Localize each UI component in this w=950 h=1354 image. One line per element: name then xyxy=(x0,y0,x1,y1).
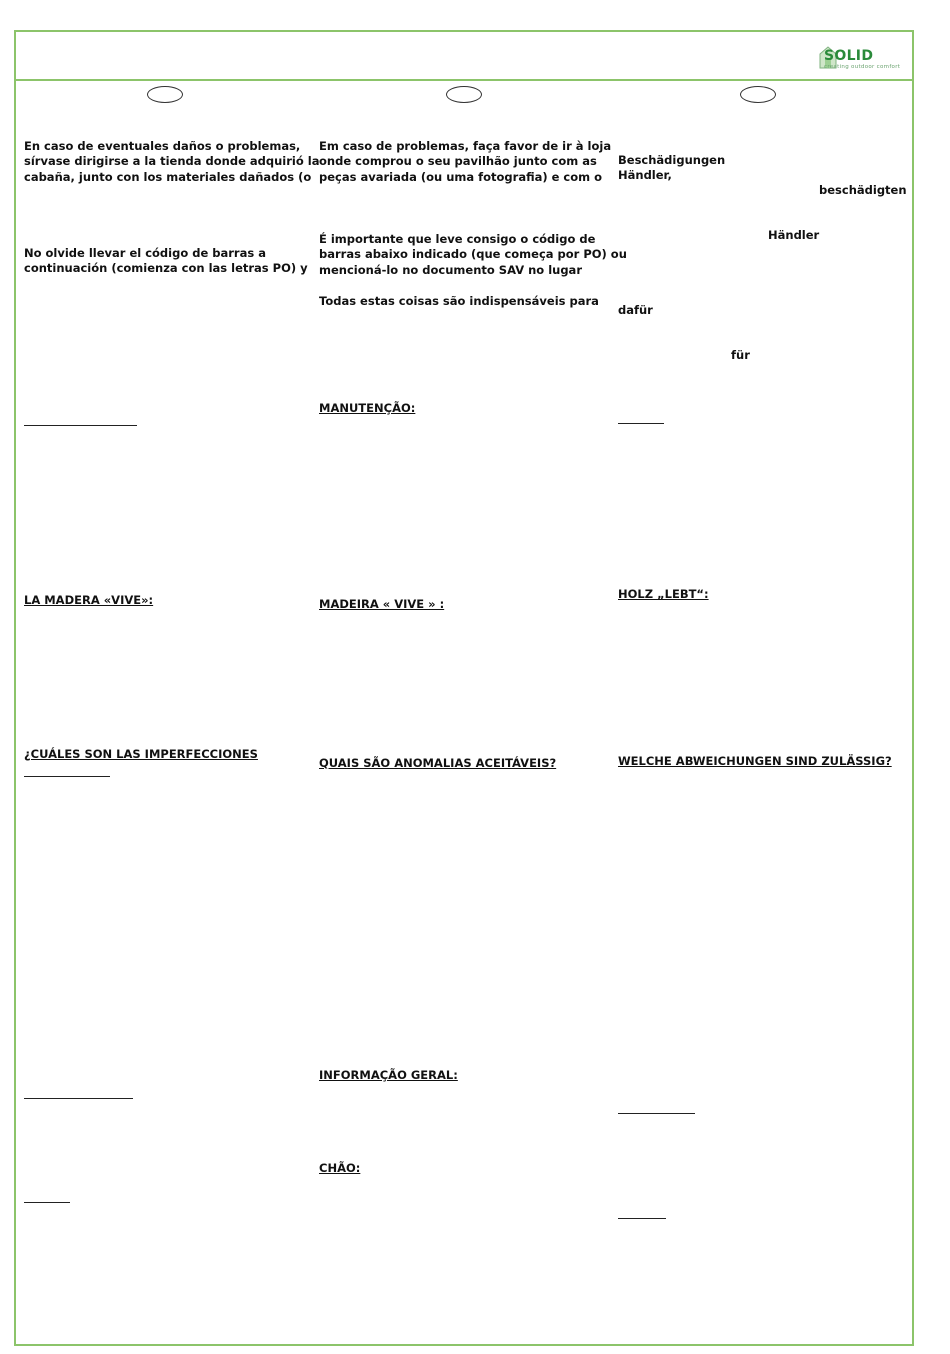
es-heading-imperfecciones: ¿CUÁLES SON LAS IMPERFECCIONES xyxy=(24,747,258,761)
brand-tagline: creating outdoor comfort xyxy=(824,64,901,70)
es-blank-line-3 xyxy=(24,1098,133,1099)
de-word-haendler-2: Händler xyxy=(768,228,820,242)
pt-p2-line3: mencioná-lo no documento SAV no lugar xyxy=(319,263,582,277)
pt-p1-line2: onde comprou o seu pavilhão junto com as xyxy=(319,154,597,168)
de-word-beschaedigten: beschädigten xyxy=(819,183,907,197)
de-blank-line-2 xyxy=(618,1113,695,1114)
de-heading-holz: HOLZ „LEBT“: xyxy=(618,587,709,601)
pt-heading-informacao: INFORMAÇÃO GERAL: xyxy=(319,1068,458,1082)
de-heading-abweichungen: WELCHE ABWEICHUNGEN SIND ZULÄSSIG? xyxy=(618,754,892,768)
es-p1-line1: En caso de eventuales daños o problemas, xyxy=(24,139,301,153)
oval-es xyxy=(147,86,183,103)
header-divider xyxy=(14,79,914,81)
de-word-dafuer: dafür xyxy=(618,303,653,317)
pt-p3-line1: Todas estas coisas são indispensáveis para xyxy=(319,294,599,308)
es-heading-madera: LA MADERA «VIVE»: xyxy=(24,593,154,607)
pt-heading-madeira: MADEIRA « VIVE » : xyxy=(319,597,445,611)
de-blank-line-3 xyxy=(618,1218,666,1219)
pt-p2-line2: barras abaixo indicado (que começa por PO) ou xyxy=(319,247,627,261)
es-blank-line-4 xyxy=(24,1202,70,1203)
es-blank-line-1 xyxy=(24,425,137,426)
de-word-fuer: für xyxy=(731,348,750,362)
pt-p1-line1: Em caso de problemas, faça favor de ir à loja xyxy=(319,139,612,153)
es-p1-line2: sírvase dirigirse a la tienda donde adquirió la xyxy=(24,154,320,168)
pt-p1-line3: peças avariada (ou uma fotografia) e com o xyxy=(319,170,603,184)
pt-p2-line1: É importante que leve consigo o código de xyxy=(319,232,596,246)
oval-de xyxy=(740,86,776,103)
es-p2-line2: continuación (comienza con las letras PO) y xyxy=(24,261,308,275)
es-p2-line1: No olvide llevar el código de barras a xyxy=(24,246,266,260)
pt-heading-manutencao: MANUTENÇÃO: xyxy=(319,401,416,415)
oval-pt xyxy=(446,86,482,103)
brand-name: SOLID xyxy=(824,48,874,64)
de-blank-line-1 xyxy=(618,423,664,424)
es-blank-line-2 xyxy=(24,776,110,777)
de-word-haendler-1: Händler, xyxy=(618,168,672,182)
pt-heading-anomalias: QUAIS SÃO ANOMALIAS ACEITÁVEIS? xyxy=(319,756,557,770)
de-word-beschaedigungen: Beschädigungen xyxy=(618,153,726,167)
pt-heading-chao: CHÃO: xyxy=(319,1161,361,1175)
es-p1-line3: cabaña, junto con los materiales dañados (o xyxy=(24,170,312,184)
